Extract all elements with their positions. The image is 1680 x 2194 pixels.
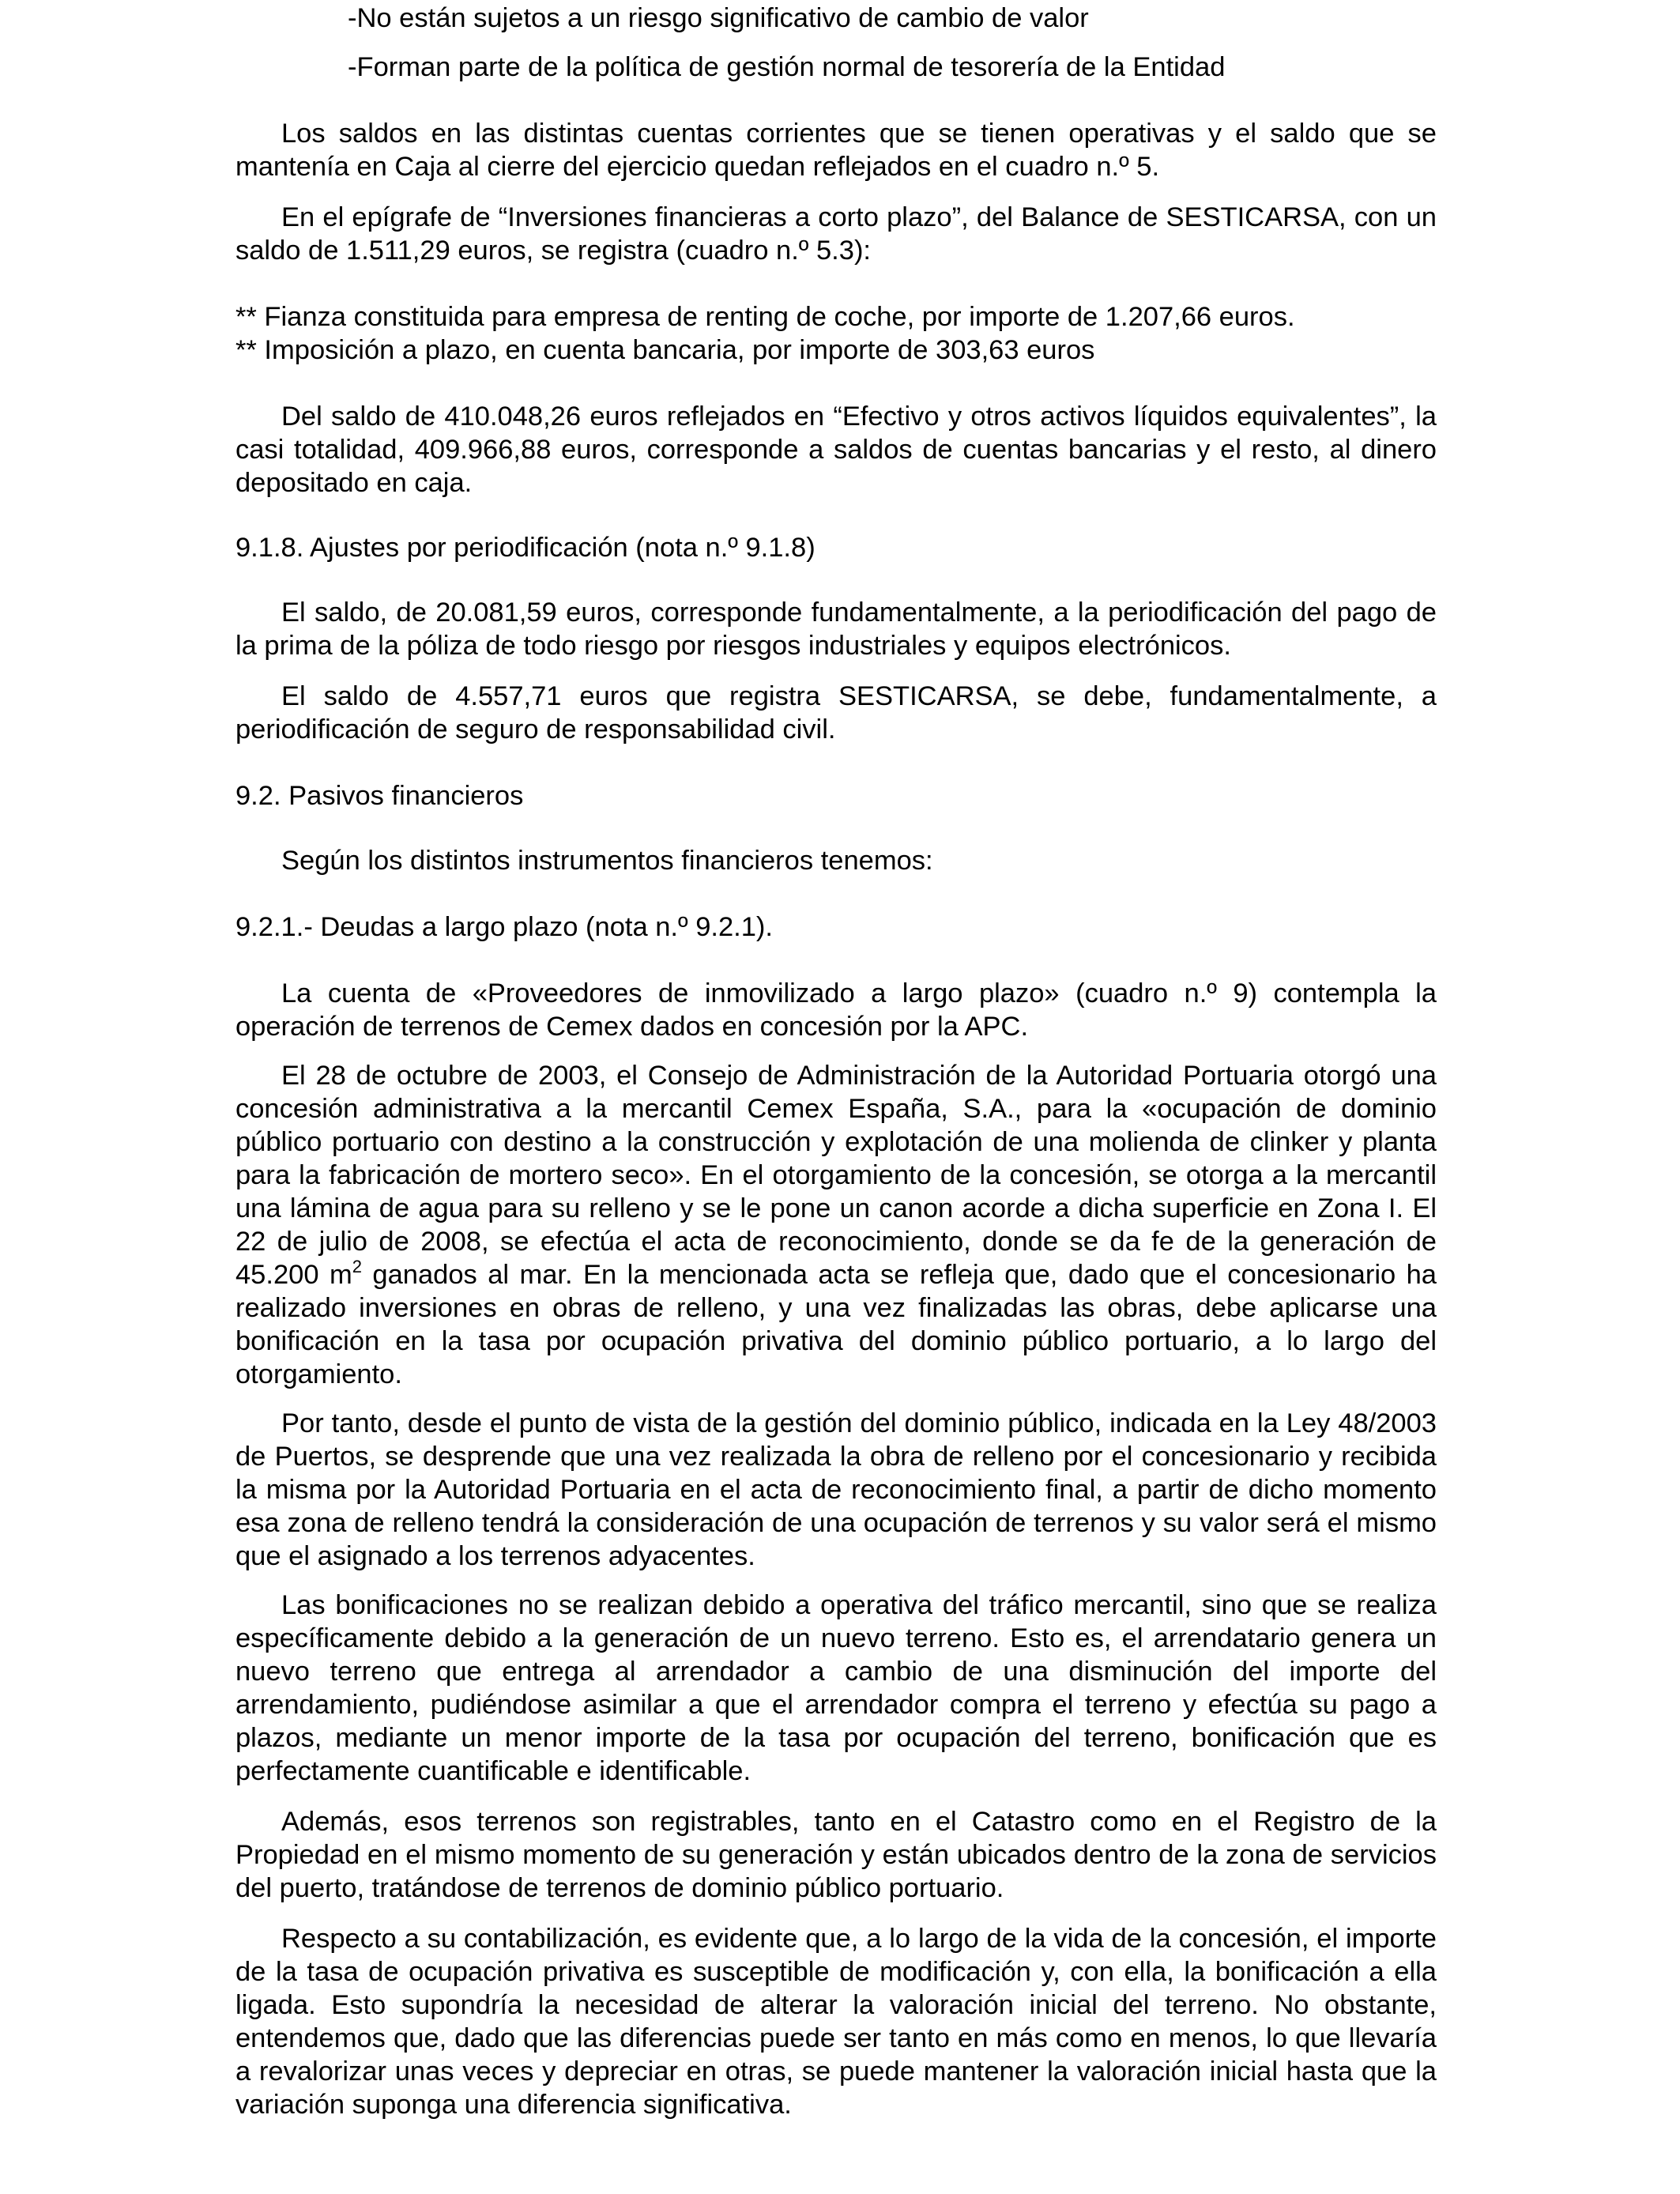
section-heading-9-2-1: 9.2.1.- Deudas a largo plazo (nota n.º 9.2.1). (235, 912, 774, 942)
paragraph-ademas: Además, esos terrenos son registrables, tanto en el Catastro como en el Registro de la Propiedad en el mismo momento de su generación y están ubicados dentro de la zona de servicios del puerto, tratándose de terrenos de dominio público portuario. (235, 1807, 1437, 1903)
paragraph-cemex (235, 1059, 1437, 1391)
paragraph-efectivo: Del saldo de 410.048,26 euros reflejados en “Efectivo y otros activos líquidos equivalentes”, la casi totalidad, 409.966,88 euros, corresponde a saldos de cuentas bancarias y el resto, al dinero depositado en caja. (235, 401, 1437, 498)
bullet-item: -Forman parte de la política de gestión normal de tesorería de la Entidad (348, 52, 1226, 82)
paragraph-cemex-text-a: El 28 de octubre de 2003, el Consejo de Administración de la Autoridad Portuaria otorgó una concesión administrativa a la mercantil Cemex España, S.A., para la «ocupación de dominio público portuario con destino a la construcción y explotación de una molienda de clinker y planta para la fabricación de mortero seco». En el otorgamiento de la concesión, se otorga a la mercantil una lámina de agua para su relleno y se le pone un canon acorde a dicha superficie en Zona I. El 22 de julio de 2008, se efectúa el acta de reconocimiento, donde se da fe de la generación de 45.200 m (235, 1061, 1437, 1290)
section-heading-9-1-8: 9.1.8. Ajustes por periodificación (nota n.º 9.1.8) (235, 533, 816, 563)
paragraph-segun: Según los distintos instrumentos financieros tenemos: (281, 846, 933, 876)
paragraph-saldos-caja: Los saldos en las distintas cuentas corrientes que se tienen operativas y el saldo que se mantenía en Caja al cierre del ejercicio quedan reflejados en el cuadro n.º 5. (235, 119, 1437, 182)
paragraph-periodificacion-1: El saldo, de 20.081,59 euros, corresponde fundamentalmente, a la periodificación del pago de la prima de la póliza de todo riesgo por riesgos industriales y equipos electrónicos. (235, 598, 1437, 661)
paragraph-proveedores: La cuenta de «Proveedores de inmovilizado a largo plazo» (cuadro n.º 9) contempla la operación de terrenos de Cemex dados en concesión por la APC. (235, 978, 1437, 1042)
paragraph-inversiones: En el epígrafe de “Inversiones financieras a corto plazo”, del Balance de SESTICARSA, con un saldo de 1.511,29 euros, se registra (cuadro n.º 5.3): (235, 202, 1437, 266)
paragraph-bonificaciones: Las bonificaciones no se realizan debido a operativa del tráfico mercantil, sino que se realiza específicamente debido a la generación de un nuevo terreno. Esto es, el arrendatario genera un nuevo terreno que entrega al arrendador a cambio de una disminución del importe del arrendamiento, pudiéndose asimilar a que el arrendador compra el terreno y efectúa su pago a plazos, mediante un menor importe de la tasa por ocupación del terreno, bonificación que es perfectamente cuantificable e identificable. (235, 1590, 1437, 1786)
paragraph-por-tanto: Por tanto, desde el punto de vista de la gestión del dominio público, indicada en la Ley 48/2003 de Puertos, se desprende que una vez realizada la obra de relleno por el concesionario y recibida la misma por la Autoridad Portuaria en el acta de reconocimiento final, a partir de dicho momento esa zona de relleno tendrá la consideración de una ocupación de terrenos y su valor será el mismo que el asignado a los terrenos adyacentes. (235, 1408, 1437, 1571)
bullet-item: -No están sujetos a un riesgo significativo de cambio de valor (348, 3, 1089, 33)
paragraph-respecto: Respecto a su contabilización, es evidente que, a lo largo de la vida de la concesión, el importe de la tasa de ocupación privativa es susceptible de modificación y, con ella, la bonificación a ella ligada. Esto supondría la necesidad de alterar la valoración inicial del terreno. No obstante, entendemos que, dado que las diferencias puede ser tanto en más como en menos, lo que llevaría a revalorizar unas veces y depreciar en otras, se puede mantener la valoración inicial hasta que la variación suponga una diferencia significativa. (235, 1924, 1437, 2120)
superscript-2: 2 (352, 1257, 362, 1276)
star-item: ** Fianza constituida para empresa de renting de coche, por importe de 1.207,66 euros. (235, 302, 1295, 332)
paragraph-cemex-text-b: ganados al mar. En la mencionada acta se refleja que, dado que el concesionario ha realizado inversiones en obras de relleno, y una vez finalizadas las obras, debe aplicarse una bonificación en la tasa por ocupación privativa del dominio público portuario, a lo largo del otorgamiento. (235, 1260, 1437, 1389)
paragraph-periodificacion-2: El saldo de 4.557,71 euros que registra SESTICARSA, se debe, fundamentalmente, a periodificación de seguro de responsabilidad civil. (235, 681, 1437, 745)
section-heading-9-2: 9.2. Pasivos financieros (235, 781, 524, 811)
star-item: ** Imposición a plazo, en cuenta bancaria, por importe de 303,63 euros (235, 335, 1095, 365)
